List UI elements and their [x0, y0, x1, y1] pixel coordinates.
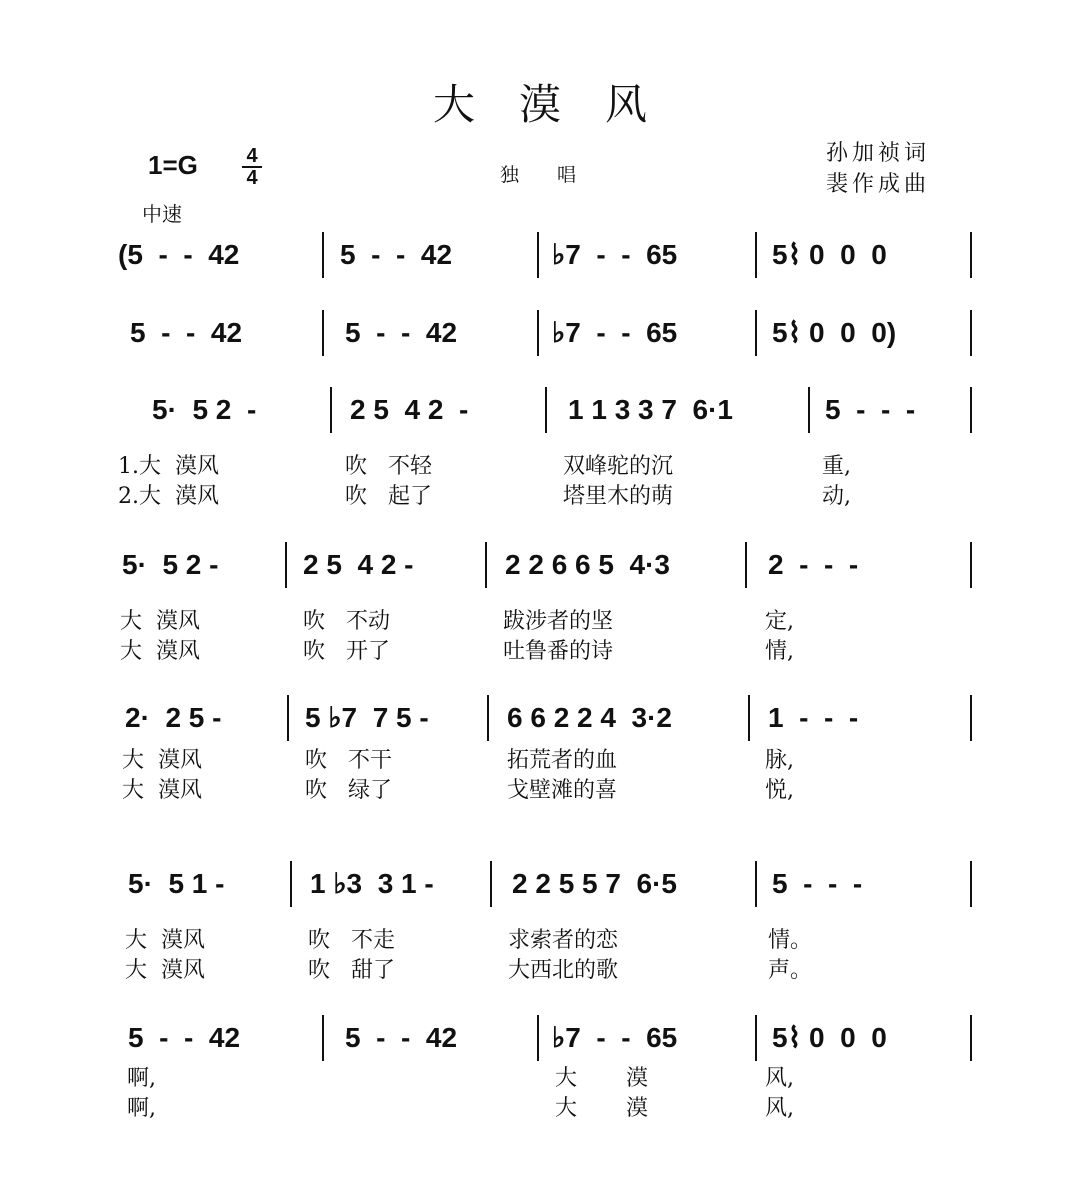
lyric-segment: 吐鲁番的诗 [503, 639, 614, 664]
credits [826, 138, 930, 200]
lyric-segment: 大 漠风 [122, 748, 202, 773]
tempo-marking: 中速 [142, 202, 182, 226]
lyric-segment: 啊, [127, 1096, 156, 1121]
lyric-segment: 情。 [768, 928, 813, 953]
barline [490, 861, 492, 907]
measure: 5· 5 2 - [122, 549, 219, 580]
measure: 2 2 5 5 7 6·5 [512, 868, 678, 899]
measure: 5· 5 1 - [128, 868, 225, 899]
lyric-segment: 吹 不轻 [345, 454, 432, 479]
barline [970, 861, 972, 907]
barline [285, 542, 287, 588]
barline [755, 1015, 757, 1061]
barline [970, 310, 972, 356]
lyric-segment: 风, [765, 1066, 794, 1091]
measure: 5 - - - [825, 394, 916, 425]
barline [287, 695, 289, 741]
barline [322, 232, 324, 278]
time-bottom: 4 [246, 167, 258, 189]
lyric-segment: 大 漠 [555, 1096, 648, 1121]
lyric-segment: 双峰驼的沉 [563, 454, 674, 479]
measure: ♭7 - - 65 [552, 239, 678, 270]
lyric-segment: 吹 绿了 [305, 778, 392, 803]
barline [970, 387, 972, 433]
lyric-segment: 大西北的歌 [508, 958, 619, 983]
barline [745, 542, 747, 588]
lyric-segment: 吹 甜了 [308, 958, 395, 983]
lyric-segment: 脉, [765, 748, 794, 773]
barline [537, 232, 539, 278]
song-title: 大漠风 [432, 80, 691, 129]
lyric-segment: 悦, [765, 778, 794, 803]
barline [755, 232, 757, 278]
lyric-segment: 重, [822, 454, 851, 479]
lyric-segment: 大 漠风 [125, 928, 205, 953]
measure: 5⌇ 0 0 0) [772, 317, 897, 348]
barline [748, 695, 750, 741]
measure: 5 ♭7 7 5 - [305, 702, 429, 733]
lyric-segment: 大 漠 [555, 1066, 648, 1091]
barline [755, 861, 757, 907]
lyric-segment: 大 漠风 [122, 778, 202, 803]
lyric-segment: 大 漠风 [120, 609, 200, 634]
barline [537, 310, 539, 356]
barline [290, 861, 292, 907]
lyric-segment: 声。 [768, 958, 813, 983]
measure: ♭7 - - 65 [552, 317, 678, 348]
barline [970, 695, 972, 741]
barline [487, 695, 489, 741]
lyric-segment: 定, [765, 609, 794, 634]
measure: 1 1 3 3 7 6·1 [568, 394, 734, 425]
measure: 5⌇ 0 0 0 [772, 239, 887, 270]
lyric-segment: 大 漠风 [125, 958, 205, 983]
barline [808, 387, 810, 433]
lyric-segment: 吹 开了 [303, 639, 390, 664]
lyric-segment: 风, [765, 1096, 794, 1121]
lyric-segment: 动, [822, 484, 851, 509]
lyric-segment: 吹 起了 [345, 484, 432, 509]
lyric-segment: 吹 不动 [303, 609, 390, 634]
barline [330, 387, 332, 433]
performance-mode: 独唱 [500, 164, 615, 186]
measure: 2 5 4 2 - [303, 549, 414, 580]
measure: 5 - - 42 [130, 317, 243, 348]
measure: 5 - - 42 [340, 239, 453, 270]
lyricist: 孙加祯词 [826, 141, 931, 166]
measure: 2· 2 5 - [125, 702, 222, 733]
lyric-segment: 2.大 漠风 [118, 484, 219, 509]
measure: 1 ♭3 3 1 - [310, 868, 434, 899]
barline [537, 1015, 539, 1061]
composer: 裴作成曲 [826, 172, 931, 197]
lyric-segment: 塔里木的萌 [563, 484, 674, 509]
time-signature [242, 146, 262, 188]
lyric-segment: 情, [765, 639, 794, 664]
lyric-segment: 戈壁滩的喜 [507, 778, 618, 803]
measure: 1 - - - [768, 702, 859, 733]
lyric-segment: 1.大 漠风 [118, 454, 219, 479]
barline [970, 542, 972, 588]
barline [545, 387, 547, 433]
measure: 5 - - 42 [345, 317, 458, 348]
barline [322, 310, 324, 356]
key-signature: 1=G [148, 150, 198, 180]
lyric-segment: 大 漠风 [120, 639, 200, 664]
lyric-segment: 啊, [127, 1066, 156, 1091]
measure: 5⌇ 0 0 0 [772, 1022, 887, 1053]
barline [755, 310, 757, 356]
lyric-segment: 跋涉者的坚 [503, 609, 614, 634]
measure: (5 - - 42 [118, 239, 240, 270]
lyric-segment: 拓荒者的血 [507, 748, 618, 773]
measure: ♭7 - - 65 [552, 1022, 678, 1053]
barline [485, 542, 487, 588]
measure: 5 - - - [772, 868, 863, 899]
barline [970, 232, 972, 278]
measure: 6 6 2 2 4 3·2 [507, 702, 673, 733]
time-top: 4 [246, 145, 258, 167]
measure: 2 - - - [768, 549, 859, 580]
lyric-segment: 吹 不干 [305, 748, 392, 773]
lyric-segment: 求索者的恋 [508, 928, 619, 953]
measure: 2 5 4 2 - [350, 394, 469, 425]
lyric-segment: 吹 不走 [308, 928, 395, 953]
barline [970, 1015, 972, 1061]
measure: 2 2 6 6 5 4·3 [505, 549, 671, 580]
measure: 5 - - 42 [128, 1022, 241, 1053]
measure: 5· 5 2 - [152, 394, 257, 425]
measure: 5 - - 42 [345, 1022, 458, 1053]
barline [322, 1015, 324, 1061]
